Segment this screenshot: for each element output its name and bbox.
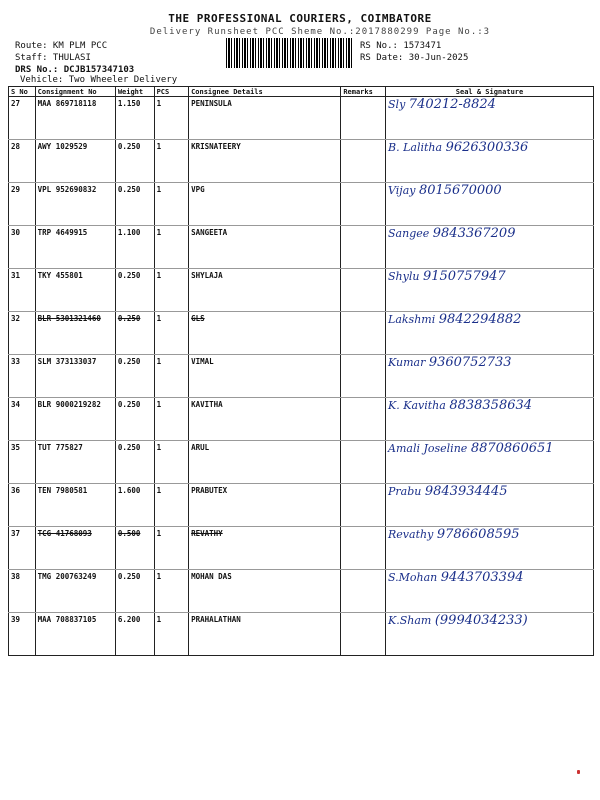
table-row xyxy=(9,355,594,398)
handwritten-signature xyxy=(388,572,591,584)
signature-name: Vijay xyxy=(388,184,416,197)
row-consignee: PRAHALATHAN xyxy=(189,613,341,656)
table-row xyxy=(9,140,594,183)
row-signature xyxy=(386,613,594,656)
col-consignee: Consignee Details xyxy=(189,87,341,97)
row-remarks xyxy=(341,527,386,570)
col-pcs: PCS xyxy=(154,87,189,97)
row-sno: 39 xyxy=(9,613,36,656)
col-sno: S No xyxy=(9,87,36,97)
row-weight: 0.250 xyxy=(115,441,154,484)
row-remarks xyxy=(341,613,386,656)
row-consignee: PENINSULA xyxy=(189,97,341,140)
row-pcs: 1 xyxy=(154,613,189,656)
col-consignment: Consignment No xyxy=(35,87,115,97)
handwritten-signature xyxy=(388,271,591,283)
table-row xyxy=(9,441,594,484)
row-pcs: 1 xyxy=(154,226,189,269)
table-row xyxy=(9,484,594,527)
row-weight: 1.150 xyxy=(115,97,154,140)
row-sno: 37 xyxy=(9,527,36,570)
row-sno: 29 xyxy=(9,183,36,226)
signature-phone: 9843934445 xyxy=(424,484,508,499)
table-row xyxy=(9,226,594,269)
handwritten-signature xyxy=(388,357,591,369)
document-title: THE PROFESSIONAL COURIERS, COIMBATORE xyxy=(168,12,432,25)
runsheet-table xyxy=(8,86,594,656)
row-signature xyxy=(386,355,594,398)
row-sno: 31 xyxy=(9,269,36,312)
row-remarks xyxy=(341,97,386,140)
row-consignee: PRABUTEX xyxy=(189,484,341,527)
row-weight: 0.250 xyxy=(115,570,154,613)
row-remarks xyxy=(341,140,386,183)
row-consignee: VIMAL xyxy=(189,355,341,398)
table-body xyxy=(9,97,594,656)
row-signature xyxy=(386,183,594,226)
signature-name: Sly xyxy=(388,98,406,111)
row-pcs: 1 xyxy=(154,312,189,355)
table-row xyxy=(9,312,594,355)
row-sno: 34 xyxy=(9,398,36,441)
row-signature xyxy=(386,312,594,355)
table-header-row xyxy=(9,87,594,97)
staff-label: Staff: THULASI xyxy=(15,53,91,63)
signature-name: K. Kavitha xyxy=(388,399,446,412)
row-weight: 6.200 xyxy=(115,613,154,656)
signature-phone: 8015670000 xyxy=(418,183,502,198)
handwritten-signature xyxy=(388,615,591,627)
row-consignment-no: TUT 775827 xyxy=(35,441,115,484)
signature-phone: 740212-8824 xyxy=(408,97,496,112)
rs-number: RS No.: 1573471 xyxy=(360,41,442,51)
row-remarks xyxy=(341,312,386,355)
signature-name: Prabu xyxy=(388,485,422,498)
signature-name: Shylu xyxy=(388,270,420,283)
signature-name: Revathy xyxy=(388,528,434,541)
row-weight: 0.250 xyxy=(115,269,154,312)
row-consignment-no: SLM 373133037 xyxy=(35,355,115,398)
document-subtitle: Delivery Runsheet PCC Sheme No.:2017880299 Page No.:3 xyxy=(149,27,491,37)
row-remarks xyxy=(341,441,386,484)
table-row xyxy=(9,613,594,656)
row-consignment-no: AWY 1029529 xyxy=(35,140,115,183)
signature-phone: 9842294882 xyxy=(438,312,522,327)
table-row xyxy=(9,570,594,613)
col-seal-signature: Seal & Signature xyxy=(386,87,594,97)
row-signature xyxy=(386,140,594,183)
row-consignment-no: TRP 4649915 xyxy=(35,226,115,269)
row-pcs: 1 xyxy=(154,570,189,613)
signature-phone: 9843367209 xyxy=(432,226,516,241)
row-remarks xyxy=(341,398,386,441)
handwritten-signature xyxy=(388,443,591,455)
row-consignment-no: VPL 952690832 xyxy=(35,183,115,226)
col-remarks: Remarks xyxy=(341,87,386,97)
row-pcs: 1 xyxy=(154,527,189,570)
row-sno: 27 xyxy=(9,97,36,140)
row-consignment-no: TMG 200763249 xyxy=(35,570,115,613)
row-remarks xyxy=(341,355,386,398)
handwritten-signature xyxy=(388,314,591,326)
row-consignment-no: TKY 455801 xyxy=(35,269,115,312)
row-remarks xyxy=(341,269,386,312)
row-consignee: KAVITHA xyxy=(189,398,341,441)
signature-name: Kumar xyxy=(388,356,426,369)
row-weight: 0.250 xyxy=(115,398,154,441)
signature-name: B. Lalitha xyxy=(388,141,443,154)
row-weight: 0.250 xyxy=(115,183,154,226)
row-pcs: 1 xyxy=(154,441,189,484)
drs-number: DRS No.: DCJB157347103 xyxy=(15,65,135,75)
row-weight: 1.100 xyxy=(115,226,154,269)
signature-name: Lakshmi xyxy=(388,313,436,326)
handwritten-signature xyxy=(388,486,591,498)
row-weight: 0.250 xyxy=(115,355,154,398)
row-signature xyxy=(386,441,594,484)
row-pcs: 1 xyxy=(154,484,189,527)
row-weight: 0.250 xyxy=(115,140,154,183)
row-sno: 36 xyxy=(9,484,36,527)
row-consignee: MOHAN DAS xyxy=(189,570,341,613)
row-signature xyxy=(386,570,594,613)
row-weight: 0.500 xyxy=(115,527,154,570)
row-signature xyxy=(386,484,594,527)
handwritten-signature xyxy=(388,529,591,541)
barcode xyxy=(226,38,354,68)
signature-phone: (9994034233) xyxy=(434,613,528,628)
row-consignment-no: BLR 9000219282 xyxy=(35,398,115,441)
handwritten-signature xyxy=(388,142,591,154)
row-signature xyxy=(386,527,594,570)
row-remarks xyxy=(341,183,386,226)
row-pcs: 1 xyxy=(154,183,189,226)
row-consignee: SHYLAJA xyxy=(189,269,341,312)
row-sno: 30 xyxy=(9,226,36,269)
row-consignee: KRISNATEERY xyxy=(189,140,341,183)
row-pcs: 1 xyxy=(154,398,189,441)
rs-date: RS Date: 30-Jun-2025 xyxy=(360,53,469,63)
row-consignment-no: BLR 5301321460 xyxy=(35,312,115,355)
row-weight: 1.600 xyxy=(115,484,154,527)
row-weight: 0.250 xyxy=(115,312,154,355)
row-sno: 32 xyxy=(9,312,36,355)
signature-phone: 9443703394 xyxy=(440,570,524,585)
row-pcs: 1 xyxy=(154,355,189,398)
row-remarks xyxy=(341,484,386,527)
table-row xyxy=(9,183,594,226)
row-consignee: VPG xyxy=(189,183,341,226)
row-remarks xyxy=(341,226,386,269)
row-consignment-no: TCG 41768093 xyxy=(35,527,115,570)
handwritten-signature xyxy=(388,185,591,197)
handwritten-signature xyxy=(388,228,591,240)
row-pcs: 1 xyxy=(154,140,189,183)
signature-name: Amali Joseline xyxy=(388,442,468,455)
row-consignment-no: TEN 7980581 xyxy=(35,484,115,527)
signature-phone: 9626300336 xyxy=(445,140,529,155)
table-row xyxy=(9,398,594,441)
row-consignment-no: MAA 708837105 xyxy=(35,613,115,656)
signature-name: K.Sham xyxy=(388,614,432,627)
row-signature xyxy=(386,97,594,140)
row-consignee: REVATHY xyxy=(189,527,341,570)
row-signature xyxy=(386,269,594,312)
col-weight: Weight xyxy=(115,87,154,97)
signature-name: S.Mohan xyxy=(388,571,438,584)
table-row xyxy=(9,97,594,140)
row-sno: 38 xyxy=(9,570,36,613)
signature-phone: 9786608595 xyxy=(436,527,520,542)
signature-name: Sangee xyxy=(388,227,430,240)
table-row xyxy=(9,527,594,570)
handwritten-signature xyxy=(388,400,591,412)
row-consignee: GLS xyxy=(189,312,341,355)
route-label: Route: KM PLM PCC xyxy=(15,41,108,51)
row-sno: 28 xyxy=(9,140,36,183)
row-remarks xyxy=(341,570,386,613)
signature-phone: 9150757947 xyxy=(422,269,506,284)
table-row xyxy=(9,269,594,312)
row-consignee: ARUL xyxy=(189,441,341,484)
row-consignee: SANGEETA xyxy=(189,226,341,269)
row-sno: 35 xyxy=(9,441,36,484)
signature-phone: 8838358634 xyxy=(449,398,533,413)
row-signature xyxy=(386,398,594,441)
row-consignment-no: MAA 869718118 xyxy=(35,97,115,140)
signature-phone: 8870860651 xyxy=(470,441,554,456)
handwritten-signature xyxy=(388,99,591,111)
row-signature xyxy=(386,226,594,269)
signature-phone: 9360752733 xyxy=(428,355,512,370)
ink-speck xyxy=(577,770,580,774)
row-sno: 33 xyxy=(9,355,36,398)
row-pcs: 1 xyxy=(154,269,189,312)
row-pcs: 1 xyxy=(154,97,189,140)
vehicle-label: Vehicle: Two Wheeler Delivery xyxy=(20,75,178,85)
